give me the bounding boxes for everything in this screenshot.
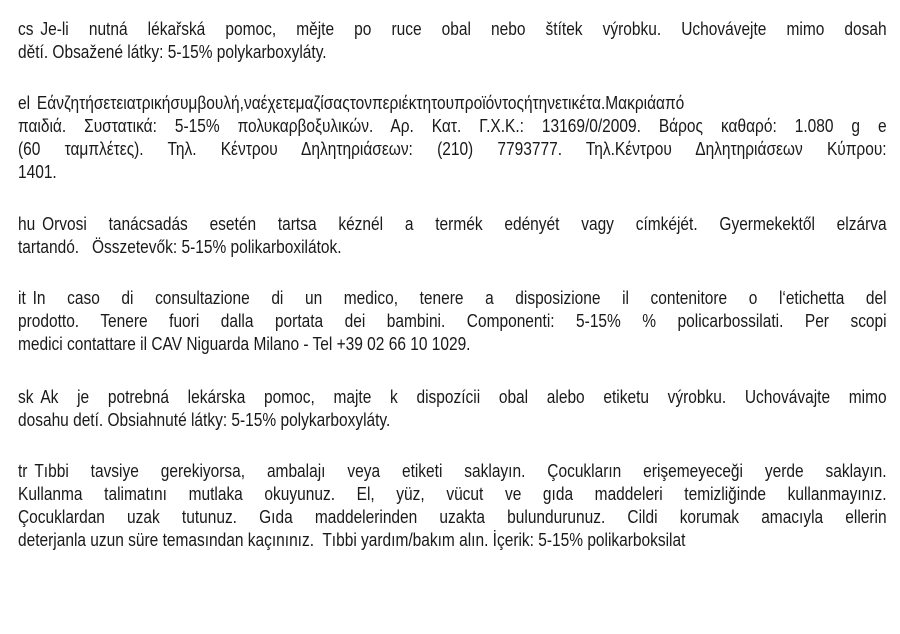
paragraph-el — [18, 92, 887, 184]
text-line: cs Je-li nutná lékařská pomoc, mějte po ruce obal nebo štítek výrobku. Uchovávejte mimo dosah — [18, 19, 887, 39]
text-line: tr Tıbbi tavsiye gerekiyorsa, ambalajı veya etiketi saklayın. Çocukların erişemeyeceği yerde saklayın. — [18, 461, 887, 481]
paragraph-sk — [18, 386, 887, 432]
language-code: hu — [18, 214, 36, 234]
text-line: dětí. Obsažené látky: 5-15% polykarboxyláty. — [18, 42, 327, 62]
text-line: deterjanla uzun süre temasından kaçınınız. Tıbbi yardım/bakım alın. İçerik: 5-15% polikarboksilat — [18, 530, 686, 550]
paragraph-cs — [18, 18, 887, 64]
text-line: (60 ταμπλέτες). Τηλ. Κέντρου Δηλητηριάσεων: (210) 7793777. Τηλ.Κέντρου Δηλητηριάσεων Κύπρου: — [18, 139, 887, 159]
text-line: 1401. — [18, 162, 57, 182]
paragraph-hu — [18, 213, 887, 259]
text-line: παιδιά. Συστατικά: 5-15% πολυκαρβοξυλικών. Αρ. Κατ. Γ.Χ.Κ.: 13169/0/2009. Βάρος καθαρό: 1.080 g e — [18, 116, 887, 136]
text-line: Çocuklardan uzak tutunuz. Gıda maddelerinden uzakta bulundurunuz. Cildi korumak amacıyla ellerin — [18, 507, 887, 527]
text-line: tartandó. Összetevők: 5-15% polikarboxilátok. — [18, 237, 342, 257]
language-code: el — [18, 93, 31, 113]
text-line: sk Ak je potrebná lekárska pomoc, majte k dispozícii obal alebo etiketu výrobku. Uchovávajte mimo — [18, 387, 887, 407]
text-line: hu Orvosi tanácsadás esetén tartsa kéznél a termék edényét vagy címkéjét. Gyermekektől elzárva — [18, 214, 887, 234]
language-code: tr — [18, 461, 28, 481]
text-line: dosahu detí. Obsiahnuté látky: 5-15% polykarboxyláty. — [18, 410, 391, 430]
text-line: Kullanma talimatını mutlaka okuyunuz. El, yüz, vücut ve gıda maddeleri temizliğinde kullanmayınız. — [18, 484, 887, 504]
paragraph-tr — [18, 460, 887, 552]
language-code: cs — [18, 19, 34, 39]
text-line: prodotto. Tenere fuori dalla portata dei bambini. Componenti: 5-15% % policarbossilati. Per scopi — [18, 311, 887, 331]
text-line: medici contattare il CAV Niguarda Milano - Tel +39 02 66 10 1029. — [18, 334, 471, 354]
language-code: it — [18, 288, 26, 308]
paragraph-it — [18, 287, 887, 356]
language-code: sk — [18, 387, 34, 407]
text-line: el Εάνζητήσετειατρικήσυμβουλή,ναέχετεμαζίσαςτονπεριέκτητουπροϊόντοςήτηνετικέτα.Μακριάαπό — [18, 93, 685, 113]
text-line: it In caso di consultazione di un medico, tenere a disposizione il contenitore o l‘etichetta del — [18, 288, 887, 308]
